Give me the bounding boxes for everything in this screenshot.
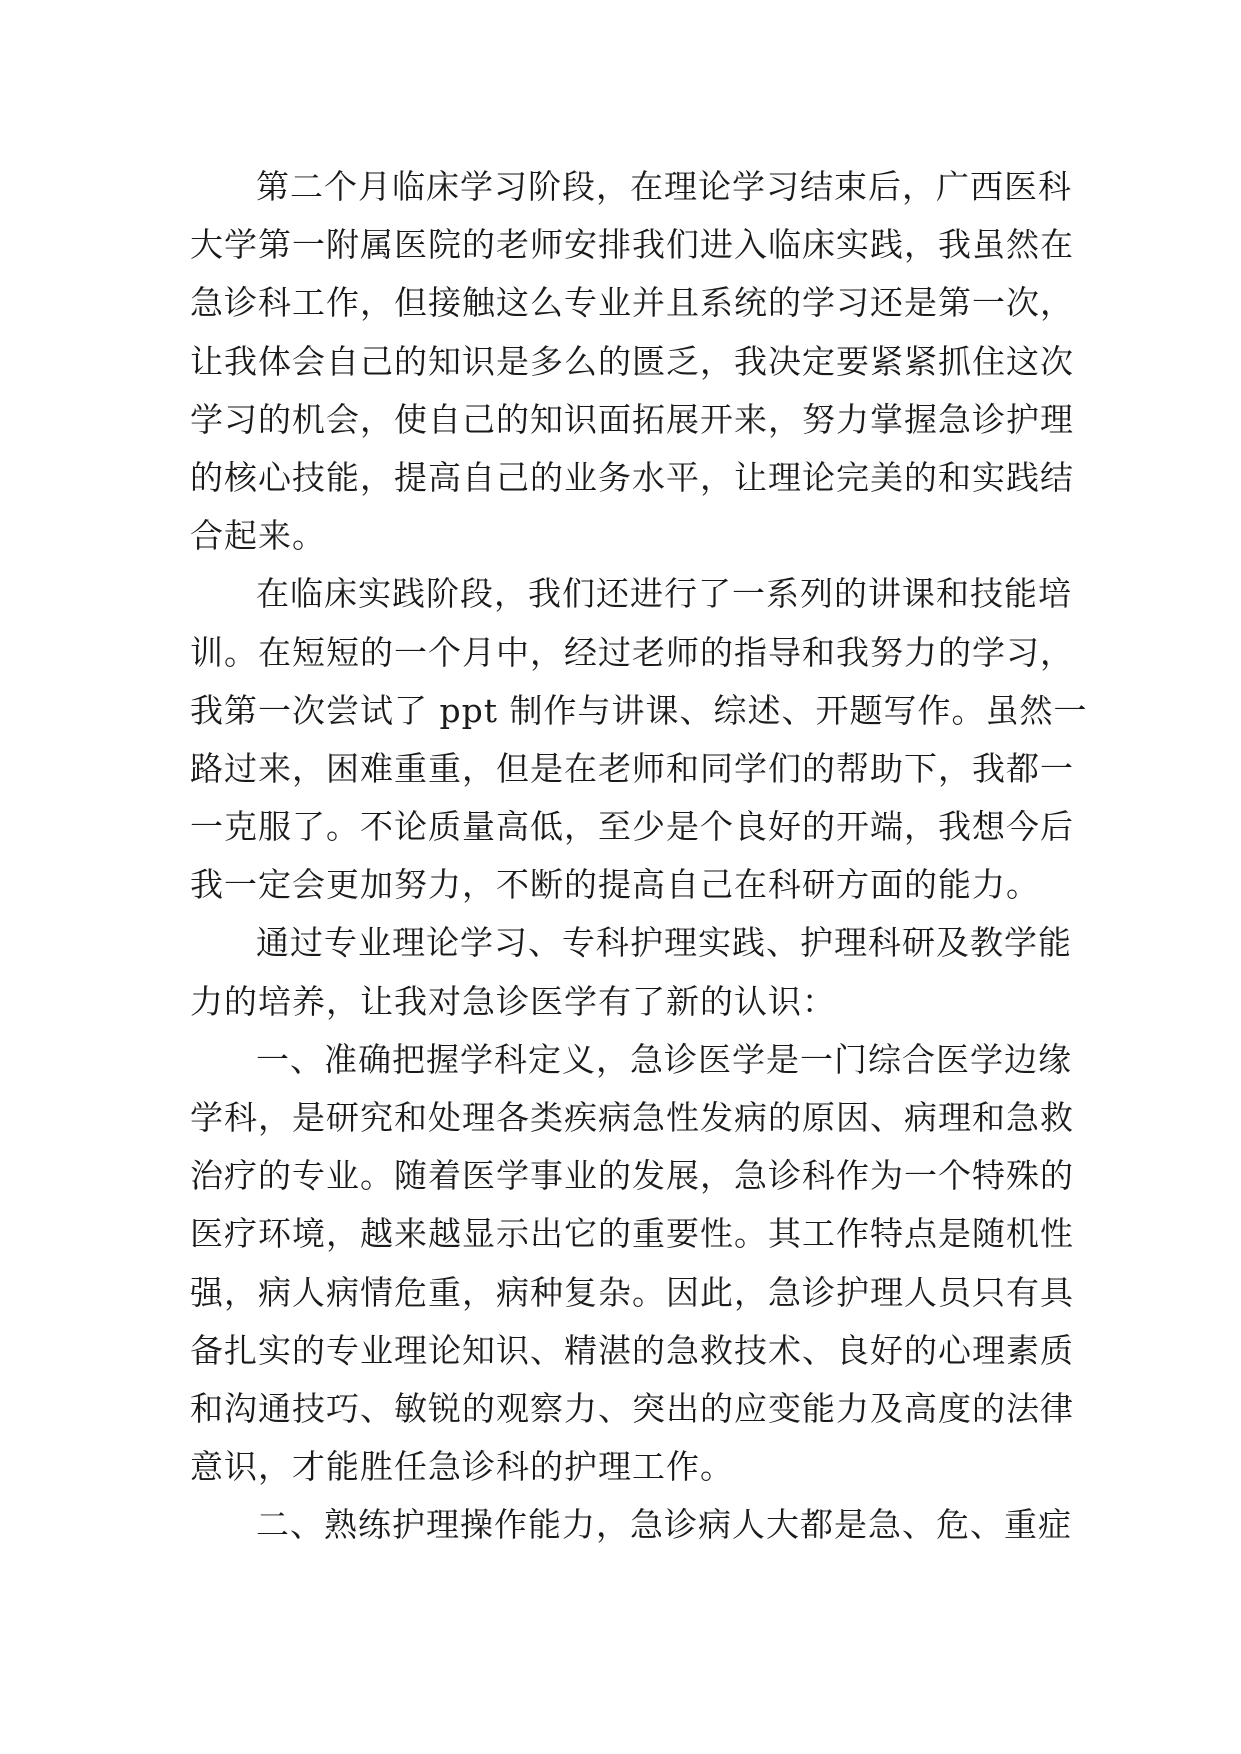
text-line: 急诊科工作，但接触这么专业并且系统的学习还是第一次， [190,283,1074,323]
document-body [190,158,1088,1555]
paragraph [190,158,1074,565]
text-line: 二、熟练护理操作能力，急诊病人大都是急、危、重症 [256,1505,1072,1545]
text-line: 学习的机会，使自己的知识面拓展开来，努力掌握急诊护理 [190,399,1074,439]
text-line: 强，病人病情危重，病种复杂。因此，急诊护理人员只有具 [190,1272,1074,1312]
text-line: 意识，才能胜任急诊科的护理工作。 [190,1447,734,1487]
text-line: 合起来。 [190,516,326,556]
text-line: 治疗的专业。随着医学事业的发展，急诊科作为一个特殊的 [190,1156,1074,1196]
paragraph [190,1031,1074,1497]
text-line: 医疗环境，越来越显示出它的重要性。其工作特点是随机性 [190,1214,1074,1254]
text-line: 备扎实的专业理论知识、精湛的急救技术、良好的心理素质 [190,1330,1074,1370]
text-line: 路过来，困难重重，但是在老师和同学们的帮助下，我都一 [190,748,1074,788]
text-line: 我一定会更加努力，不断的提高自己在科研方面的能力。 [190,865,1040,905]
text-line: 训。在短短的一个月中，经过老师的指导和我努力的学习， [190,632,1074,672]
text-line: 我第一次尝试了 ppt 制作与讲课、综述、开题写作。虽然一 [190,690,1088,730]
paragraph [190,565,1088,914]
text-line: 和沟通技巧、敏锐的观察力、突出的应变能力及高度的法律 [190,1388,1074,1428]
text-line: 的核心技能，提高自己的业务水平，让理论完美的和实践结 [190,457,1074,497]
text-line: 在临床实践阶段，我们还进行了一系列的讲课和技能培 [256,574,1072,614]
text-line: 学科，是研究和处理各类疾病急性发病的原因、病理和急救 [190,1098,1074,1137]
text-line: 一、准确把握学科定义，急诊医学是一门综合医学边缘 [256,1039,1072,1079]
paragraph [190,914,1070,1030]
text-line: 一克服了。不论质量高低，至少是个良好的开端，我想今后 [190,807,1074,847]
text-line: 让我体会自己的知识是多么的匮乏，我决定要紧紧抓住这次 [190,341,1074,381]
text-line: 力的培养，让我对急诊医学有了新的认识： [190,981,836,1021]
text-line: 大学第一附属医院的老师安排我们进入临床实践，我虽然在 [190,225,1074,265]
paragraph [190,1496,1070,1554]
text-line: 通过专业理论学习、专科护理实践、护理科研及教学能 [256,923,1072,963]
text-line: 第二个月临床学习阶段，在理论学习结束后，广西医科 [256,167,1072,206]
